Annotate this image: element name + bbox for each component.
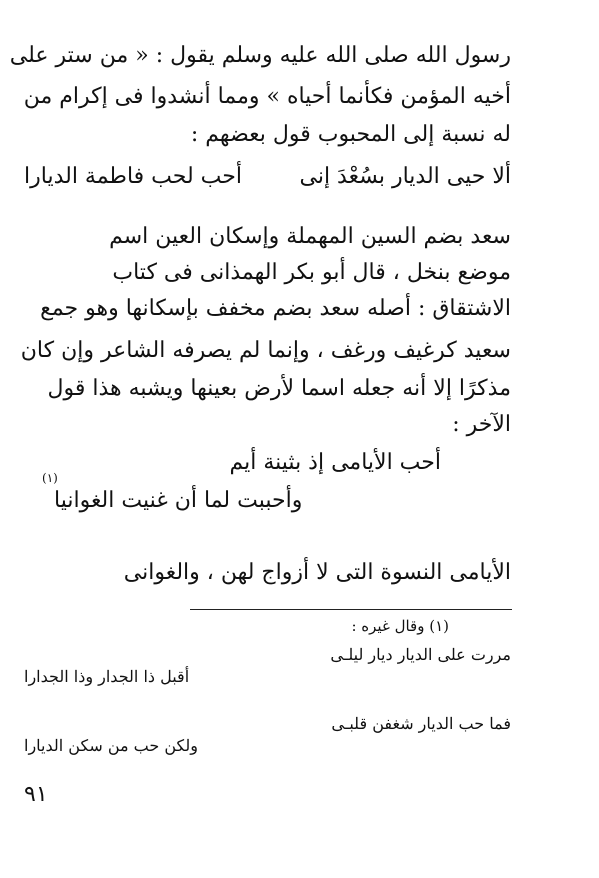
footnote-verse2-second: ولكن حب من سكن الديارا [24, 736, 198, 755]
verse1-first-hemistich: ألا حيى الديار بسُعْدَ إنى [299, 164, 511, 189]
footnote-verse1-second: أقبل ذا الجدار وذا الجدارا [24, 667, 190, 686]
body-line-2: أخيه المؤمن فكأنما أحياه » ومما أنشدوا فى إكرام من [23, 84, 511, 109]
footnote-divider [190, 609, 512, 610]
footnote-intro: (١) وقال غيره : [351, 617, 449, 635]
page-number: ٩١ [24, 782, 48, 807]
body-line-6: الاشتقاق : أصله سعد بضم مخفف بإسكانها وهو جمع [40, 296, 511, 321]
footnote-marker: (١) [42, 471, 58, 485]
body-line-9: الآخر : [452, 412, 511, 437]
body-line-3: له نسبة إلى المحبوب قول بعضهم : [190, 122, 511, 147]
body-line-5: موضع بنخل ، قال أبو بكر الهمذانى فى كتاب [112, 260, 511, 285]
gloss-line: الأيامى النسوة التى لا أزواج لهن ، والغوانى [123, 560, 511, 585]
verse2-first-hemistich: أحب الأيامى إذ بثينة أيم [229, 450, 441, 475]
body-line-1: رسول الله صلى الله عليه وسلم يقول : « من ستر على [9, 43, 511, 68]
body-line-4: سعد بضم السين المهملة وإسكان العين اسم [109, 224, 511, 249]
body-line-8: مذكرًا إلا أنه جعله اسما لأرض بعينها ويشبه هذا قول [47, 376, 511, 401]
footnote-verse2-first: فما حب الديار شغفن قلبـى [331, 714, 511, 733]
verse1-second-hemistich: أحب لحب فاطمة الديارا [24, 164, 242, 189]
verse2-second-hemistich: وأحببت لما أن غنيت الغوانيا [54, 488, 303, 513]
footnote-verse1-first: مررت على الديار ديار ليلـى [330, 645, 511, 664]
body-line-7: سعيد كرغيف ورغف ، وإنما لم يصرفه الشاعر وإن كان [20, 338, 511, 363]
